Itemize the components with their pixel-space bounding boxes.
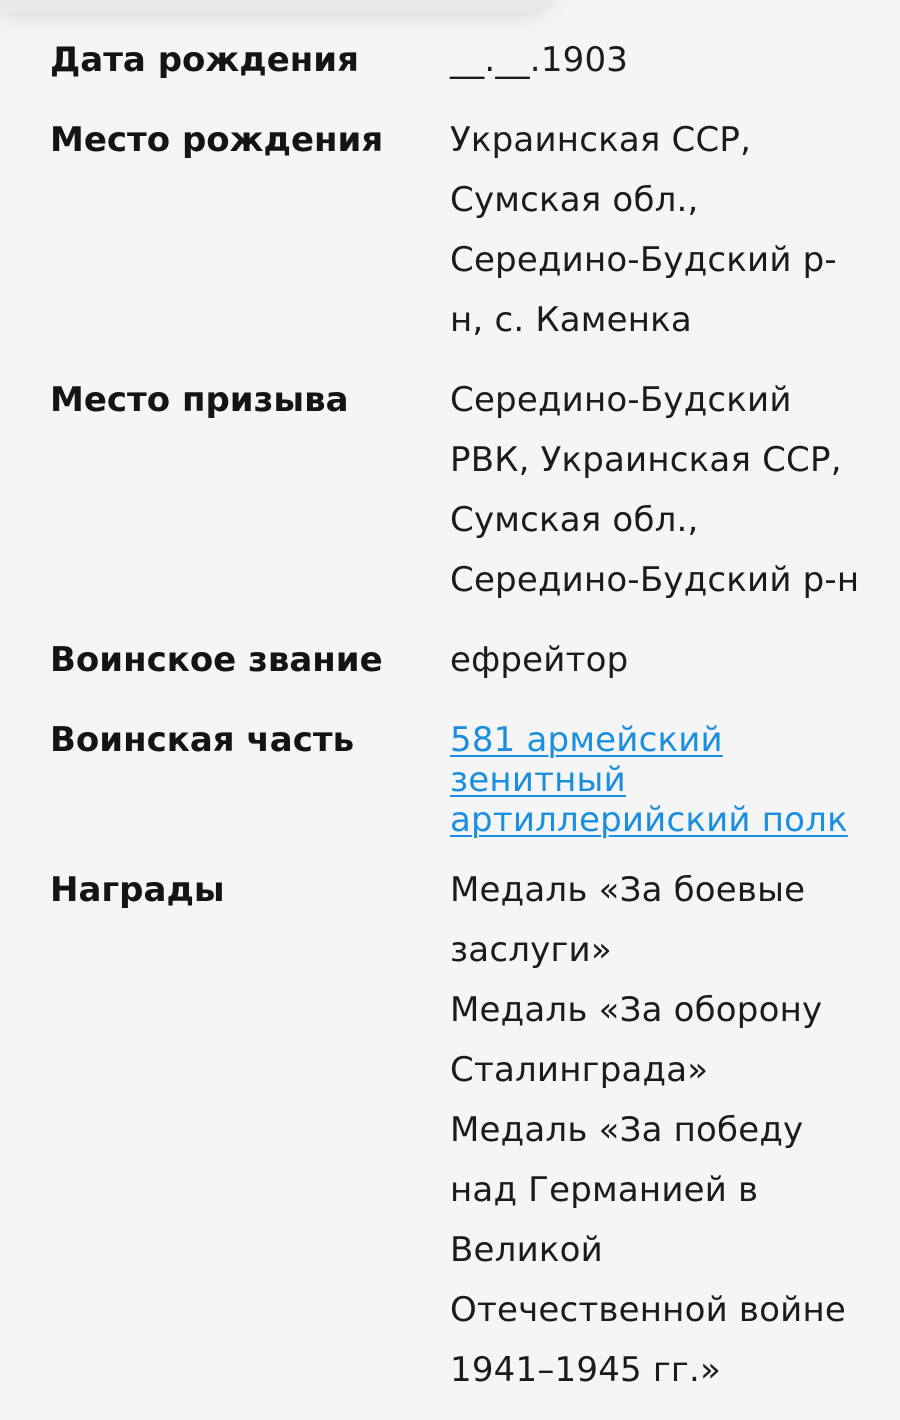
conscription-place-line: Середино-Будский р-н	[450, 560, 860, 600]
conscription-place-line: РВК, Украинская ССР,	[450, 440, 842, 480]
birth-place-line: Украинская ССР,	[450, 120, 752, 160]
birth-place-line: Сумская обл.,	[450, 180, 699, 220]
award-line: над Германией в	[450, 1170, 759, 1210]
conscription-place-line: Сумская обл.,	[450, 500, 699, 540]
row-rank	[50, 630, 860, 710]
military-unit-link[interactable]	[450, 710, 860, 840]
row-awards	[50, 860, 860, 1420]
military-unit-value	[450, 710, 860, 840]
row-military-unit	[50, 710, 860, 860]
person-info-table	[50, 30, 860, 1420]
rank-label: Воинское звание	[50, 640, 383, 680]
military-unit-link-line: 581 армейский	[450, 720, 723, 760]
row-birth-date	[50, 30, 860, 110]
conscription-place-value	[450, 370, 860, 610]
military-unit-label: Воинская часть	[50, 720, 355, 760]
award-line: Отечественной войне	[450, 1290, 846, 1330]
conscription-place-line: Середино-Будский	[450, 380, 792, 420]
military-unit-link-line: зенитный	[450, 760, 626, 800]
birth-place-line: н, с. Каменка	[450, 300, 692, 340]
award-line: Медаль «За оборону	[450, 990, 823, 1030]
rank-value: ефрейтор	[450, 640, 629, 680]
award-line: Сталинграда»	[450, 1050, 709, 1090]
birth-place-label: Место рождения	[50, 120, 384, 160]
birth-place-line: Середино-Будский р-	[450, 240, 837, 280]
awards-value	[450, 860, 860, 1400]
birth-date-label: Дата рождения	[50, 40, 359, 80]
award-line: Медаль «За победу	[450, 1110, 804, 1150]
award-line: Великой	[450, 1230, 603, 1270]
awards-label: Награды	[50, 870, 225, 910]
award-line: Медаль «За боевые	[450, 870, 806, 910]
award-line: 1941–1945 гг.»	[450, 1350, 721, 1390]
birth-place-value	[450, 110, 860, 350]
conscription-place-label: Место призыва	[50, 380, 349, 420]
birth-date-value: __.__.1903	[450, 40, 629, 80]
row-conscription-place	[50, 370, 860, 630]
award-line: заслуги»	[450, 930, 612, 970]
military-unit-link-line: артиллерийский полк	[450, 800, 848, 840]
row-birth-place	[50, 110, 860, 370]
top-card-shadow	[0, 0, 560, 12]
